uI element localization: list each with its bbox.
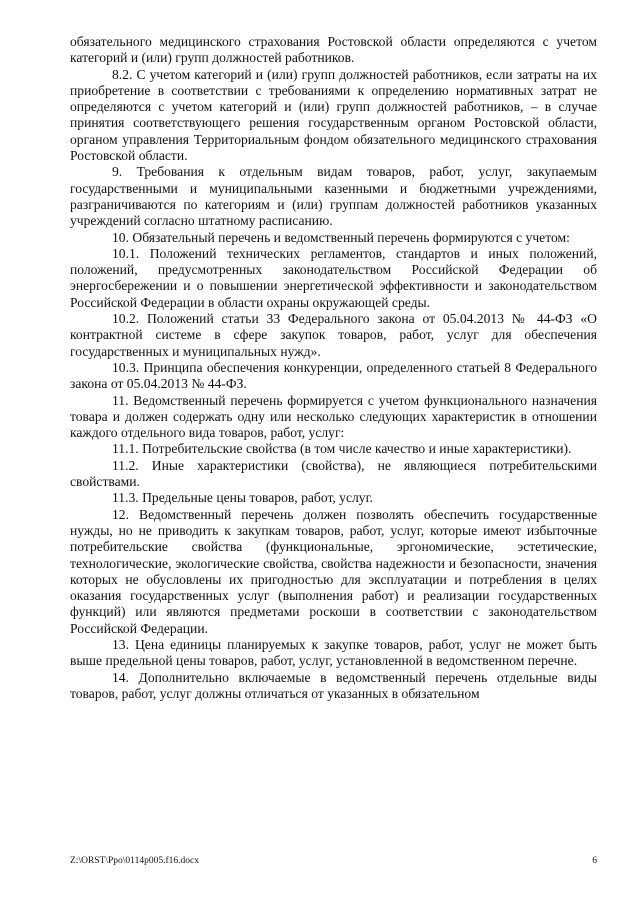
paragraph-10-1: 10.1. Положений технических регламентов, стандартов и иных положений, положений, предусмотренных законодательством Российской Федерации об энергосбережении и о повышении энергетической эффективности и законодательством Российской Федерации в области охраны окружающей среды.	[70, 245, 597, 310]
paragraph-continuation: обязательного медицинского страхования Ростовской области определяются с учетом категорий и (или) групп должностей работников.	[70, 34, 597, 66]
paragraph-11: 11. Ведомственный перечень формируется с учетом функционального назначения товара и должен содержать одну или несколько следующих характеристик в отношении каждого отдельного вида товаров, работ, услуг:	[70, 392, 597, 441]
paragraph-11-2: 11.2. Иные характеристики (свойства), не являющиеся потребительскими свойствами.	[70, 457, 597, 490]
file-path: Z:\ORST\Ppo\0114p005.f16.docx	[70, 856, 199, 866]
paragraph-11-3: 11.3. Предельные цены товаров, работ, услуг.	[112, 490, 374, 506]
paragraph-12: 12. Ведомственный перечень должен позволять обеспечить государственные нужды, но не приводить к закупкам товаров, работ, услуг, которые имеют избыточные потребительские свойства (функциональные, эргономические, эстетические, технологические, экологические свойства, свойства надежности и безопасности, значения которых не обусловлены их пригодностью для эксплуатации и потребления в целях оказания государственных услуг (выполнения работ) и реализации государственных функций) или являются предметами роскоши в соответствии с законодательством Российской Федерации.	[70, 506, 597, 636]
paragraph-10: 10. Обязательный перечень и ведомственный перечень формируются с учетом:	[112, 229, 570, 245]
paragraph-10-3: 10.3. Принципа обеспечения конкуренции, определенного статьей 8 Федерального закона от 05.04.2013 № 44-ФЗ.	[70, 359, 597, 392]
page-number: 6	[592, 856, 597, 866]
page-footer	[70, 856, 597, 866]
paragraph-13: 13. Цена единицы планируемых к закупке товаров, работ, услуг не может быть выше предельной цены товаров, работ, услуг, установленной в ведомственном перечне.	[70, 636, 597, 669]
paragraph-14: 14. Дополнительно включаемые в ведомственный перечень отдельные виды товаров, работ, услуг должны отличаться от указанных в обязательном	[70, 669, 597, 701]
paragraph-8-2: 8.2. С учетом категорий и (или) групп должностей работников, если затраты на их приобретение в соответствии с требованиями к определению нормативных затрат не определяются с учетом категорий и (или) групп должностей работников, – в случае принятия соответствующего решения государственным органом Ростовской области, органом управления Территориальным фондом обязательного медицинского страхования Ростовской области.	[70, 66, 597, 164]
paragraph-11-1: 11.1. Потребительские свойства (в том числе качество и иные характеристики).	[112, 441, 572, 457]
paragraph-9: 9. Требования к отдельным видам товаров, работ, услуг, закупаемым государственными и муниципальными казенными и бюджетными учреждениями, разграничиваются по категориям и (или) группам должностей работников указанных учреждений согласно штатному расписанию.	[70, 164, 597, 229]
document-body	[70, 34, 597, 702]
paragraph-10-2: 10.2. Положений статьи 33 Федерального закона от 05.04.2013 № 44-ФЗ «О контрактной системе в сфере закупок товаров, работ, услуг для обеспечения государственных и муниципальных нужд».	[70, 311, 597, 359]
